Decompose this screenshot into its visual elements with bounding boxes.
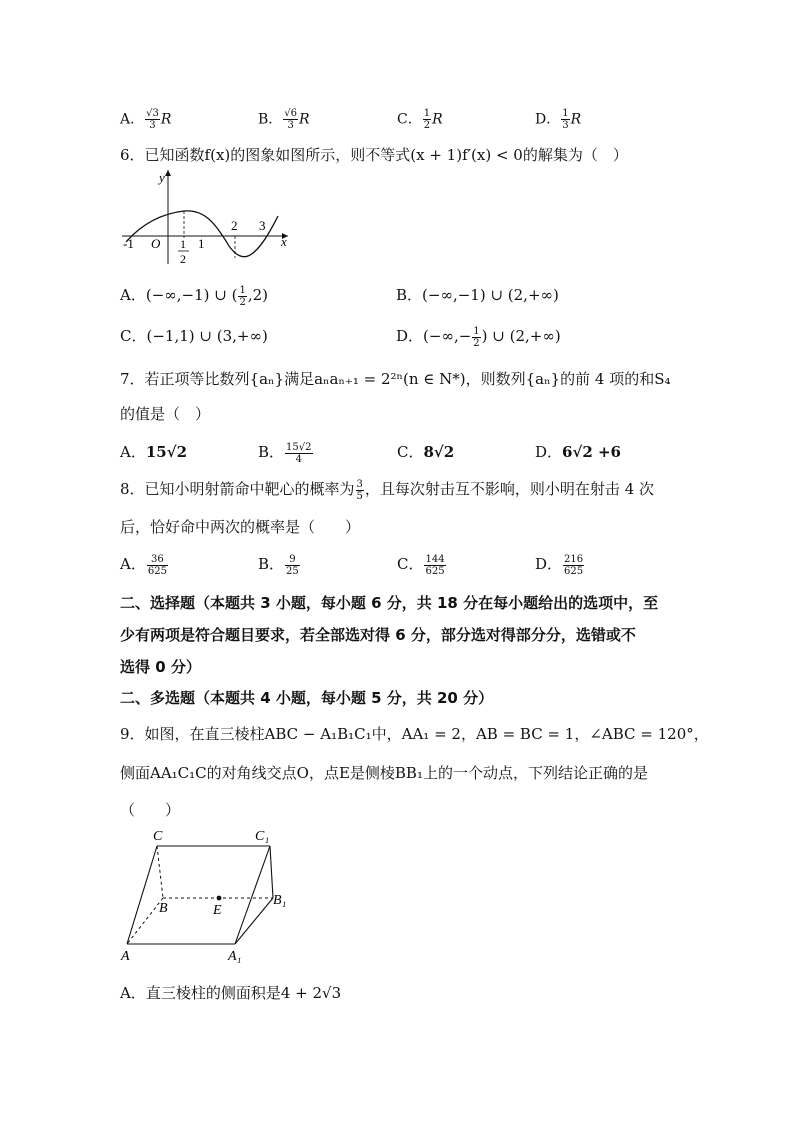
q5-option-d-fraction (561, 108, 569, 131)
q8-option-b-fraction (285, 554, 300, 577)
q8-option-c (397, 553, 447, 577)
edge-c-a (127, 846, 157, 944)
q6-option-b (396, 284, 559, 305)
tick-two: 2 (231, 218, 238, 233)
q6-option-d (396, 325, 561, 349)
q9-stem-line3: （ ） (120, 801, 181, 819)
q7-option-a-label: A． (120, 443, 146, 461)
frac-num: 1 (239, 284, 246, 296)
frac-num: 1 (473, 325, 480, 337)
q9-option-a: A．直三棱柱的侧面积是4 + 2√3 (120, 984, 342, 1002)
q6-option-a-pre: (−∞,−1) ∪ ( (145, 286, 238, 304)
label-a: A (121, 949, 130, 964)
frac-num: 3 (356, 478, 363, 490)
q5-option-b-tail: R (299, 111, 310, 128)
q5-option-b-fraction (283, 108, 298, 131)
q7-stem-line2: 的值是（ ） (120, 405, 211, 423)
q6-function-graph (118, 166, 293, 266)
q5-option-c-tail: R (432, 111, 443, 128)
q6-option-d-fraction (472, 326, 480, 349)
frac-den: 2 (423, 120, 431, 131)
q8-stem-pre: 8．已知小明射箭命中靶心的概率为 (120, 480, 355, 498)
section-heading-line3: 选得 0 分） (120, 658, 201, 676)
q6-option-d-pre: (−∞,− (423, 327, 472, 345)
label-e: E (213, 903, 222, 918)
q7-option-d-text: 6√2 +6 (562, 443, 621, 461)
q8-option-b-label: B． (258, 555, 285, 573)
x-axis-label: x (281, 234, 287, 249)
edge-b-a-hidden (127, 898, 163, 944)
frac-num: 144 (425, 553, 445, 565)
q8-stem-line2: 后，恰好命中两次的概率是（ ） (120, 518, 361, 536)
frac-num: √3 (146, 108, 159, 119)
q5-option-a-label: A． (120, 111, 145, 128)
frac-den: 5 (356, 490, 363, 502)
frac-den: 625 (564, 565, 584, 577)
q6-stem: 6．已知函数f(x)的图象如图所示，则不等式(x + 1)f′(x) < 0的解集为（ ） (120, 146, 628, 164)
q6-option-b-label: B． (396, 286, 423, 304)
q5-option-a-fraction (145, 108, 160, 131)
label-c1: C₁ (255, 829, 270, 844)
q7-option-a (120, 441, 187, 462)
q5-option-a (120, 108, 171, 131)
frac-den: 3 (562, 120, 569, 131)
q5-option-c-label: C． (397, 111, 422, 128)
q8-option-d-fraction (563, 554, 584, 577)
label-a1: A₁ (228, 949, 242, 964)
edge-c1-a1 (235, 846, 270, 944)
frac-den: 3 (287, 120, 294, 131)
q7-stem-line1: 7．若正项等比数列{aₙ}满足aₙaₙ₊₁ = 2²ⁿ(n ∈ N*)，则数列{aₙ}的前 4 项的和S₄ (120, 370, 671, 388)
q8-option-d (535, 553, 585, 577)
origin-label: O (151, 236, 161, 251)
tick-one: 1 (198, 236, 205, 251)
frac-den: 3 (149, 120, 156, 131)
tick-minus-one: -1 (123, 236, 134, 251)
q7-option-c-label: C． (397, 443, 424, 461)
q8-option-b (258, 553, 301, 577)
edge-c-b-hidden (157, 846, 163, 898)
q6-option-a-label: A． (120, 286, 146, 304)
frac-den: 2 (473, 337, 480, 349)
label-c: C (153, 829, 163, 844)
q5-option-c-fraction (423, 108, 431, 131)
tick-three: 3 (259, 218, 266, 233)
q7-option-a-text: 15√2 (145, 443, 188, 461)
y-axis-label: y (159, 170, 165, 185)
q7-option-d (535, 441, 621, 462)
frac-num: 9 (285, 554, 300, 566)
q6-option-b-text: (−∞,−1) ∪ (2,+∞) (422, 286, 559, 304)
q6-option-a-fraction (238, 285, 246, 308)
section-heading-multi: 二、多选题（本题共 4 小题，每小题 5 分，共 20 分） (120, 689, 494, 707)
q8-option-c-label: C． (397, 555, 424, 573)
edge-c1-b1 (270, 846, 273, 898)
frac-num: 1 (423, 108, 431, 119)
frac-den: 2 (239, 296, 246, 308)
label-b1: B₁ (273, 893, 287, 908)
q8-option-d-label: D． (535, 555, 563, 573)
q7-option-d-label: D． (535, 443, 563, 461)
section-heading-line2: 少有两项是符合题目要求，若全部选对得 6 分，部分选对得部分分，选错或不 (120, 626, 636, 644)
q6-option-c (120, 325, 268, 346)
frac-num: 36 (147, 554, 168, 566)
q8-option-a-label: A． (120, 555, 146, 573)
edge-a1-b1 (235, 898, 273, 944)
frac-den: 4 (295, 453, 302, 465)
q7-option-b-label: B． (258, 443, 285, 461)
point-e (217, 896, 222, 901)
frac-num: 1 (562, 108, 569, 119)
q7-option-b-fraction (285, 442, 312, 465)
q8-option-a (120, 553, 169, 577)
q8-stem-post: ，且每次射击互不影响，则小明在射击 4 次 (364, 480, 655, 498)
q9-stem-line1: 9．如图，在直三棱柱ABC − A₁B₁C₁中，AA₁ = 2，AB = BC = 1，∠ABC = 120°， (120, 725, 709, 743)
q9-stem-line2: 侧面AA₁C₁C的对角线交点O，点E是侧棱BB₁上的一个动点，下列结论正确的是 (120, 764, 648, 782)
q6-option-c-label: C． (120, 327, 147, 345)
q5-option-b-label: B． (258, 111, 283, 128)
q5-option-a-tail: R (160, 111, 172, 128)
frac-num: 15√2 (286, 441, 312, 453)
q6-option-a (120, 284, 268, 308)
frac-den: 25 (286, 565, 299, 577)
q8-stem-line1 (120, 478, 654, 502)
q5-option-d (535, 108, 581, 131)
q7-option-c-text: 8√2 (423, 443, 455, 461)
q6-option-c-text: (−1,1) ∪ (3,+∞) (146, 327, 268, 345)
frac-num: 216 (564, 553, 584, 565)
frac-num: √6 (284, 108, 298, 119)
q5-option-d-tail: R (570, 111, 582, 128)
q5-option-d-label: D． (535, 111, 561, 128)
label-b: B (159, 901, 168, 916)
frac-den: 625 (425, 565, 445, 577)
q7-option-c (397, 441, 454, 462)
q7-option-b (258, 441, 314, 465)
q8-option-c-fraction (424, 554, 445, 577)
tick-half-den: 2 (180, 252, 186, 266)
q8-option-a-fraction (147, 554, 168, 577)
q8-stem-fraction (356, 479, 364, 502)
q6-option-d-label: D． (396, 327, 424, 345)
q6-option-d-post: ) ∪ (2,+∞) (481, 327, 561, 345)
frac-den: 625 (147, 565, 167, 577)
q9-prism-figure (115, 826, 300, 966)
q6-option-a-post: ,2) (247, 286, 268, 304)
q5-option-c (397, 108, 443, 131)
section-heading-line1: 二、选择题（本题共 3 小题，每小题 6 分，共 18 分在每小题给出的选项中，至 (120, 594, 659, 612)
tick-half-num: 1 (180, 237, 186, 251)
q5-option-b (258, 108, 310, 131)
